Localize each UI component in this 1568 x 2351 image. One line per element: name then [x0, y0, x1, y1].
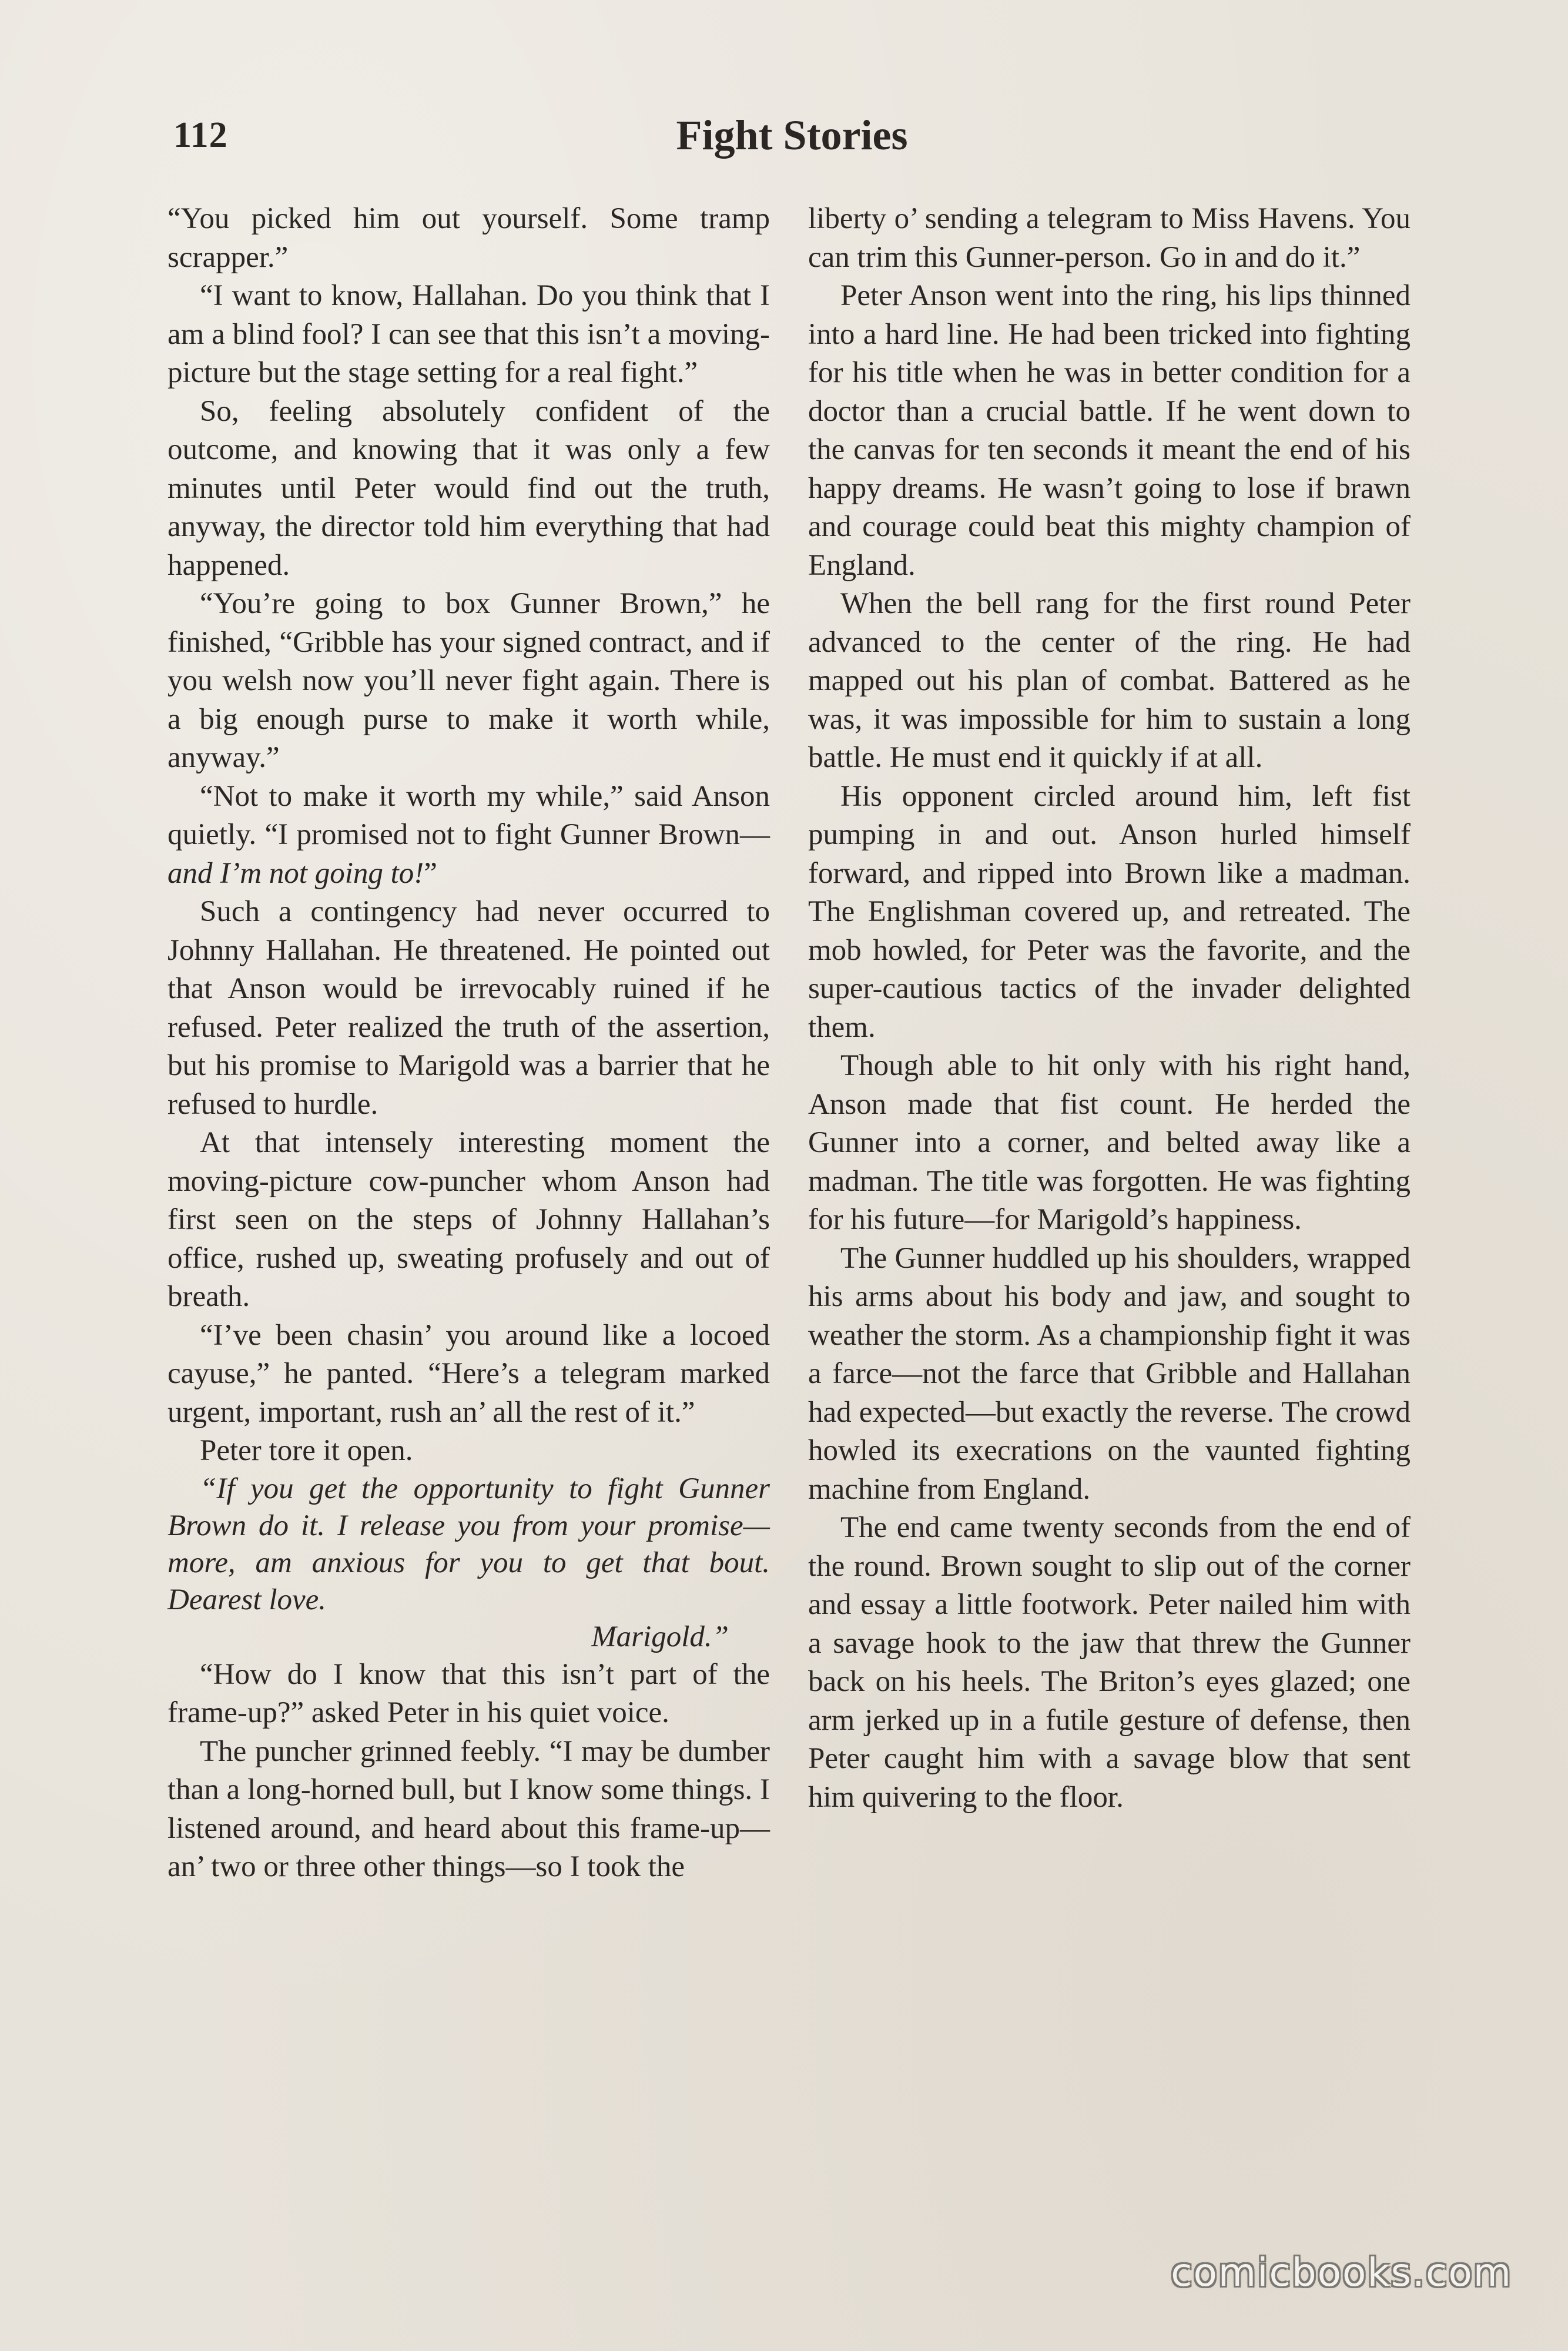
paragraph: “I’ve been chasin’ you around like a locoed cayuse,” he panted. “Here’s a telegram marked urgent, important, rush an’ all the rest of it.”: [167, 1318, 770, 1429]
closing-quote: ”: [424, 856, 437, 890]
paragraph: “I want to know, Hallahan. Do you think that I am a blind fool? I can see that this isn’t a moving-picture but the stage setting for a real fight.”: [167, 279, 770, 389]
paragraph: Though able to hit only with his right hand, Anson made that fist count. He herded the Gunner into a corner, and belted away like a madman. The title was forgotten. He was fighting for his future—for Marigold’s happiness.: [808, 1049, 1410, 1236]
paragraph: The puncher grinned feebly. “I may be dumber than a long-horned bull, but I know some things. I listened around, and heard about this frame-up—an’ two or three other things—so I took the: [167, 1734, 770, 1883]
site-watermark: comicbooks.com: [1171, 2250, 1512, 2295]
paragraph-text: “Not to make it worth my while,” said Anson quietly. “I promised not to fight Gunner Brown—: [167, 779, 770, 851]
paragraph: The Gunner huddled up his shoulders, wrapped his arms about his body and jaw, and sought to weather the storm. As a championship fight it was a farce—not the farce that Gribble and Hallahan had expected—but exactly the reverse. The crowd howled its execrations on the vaunted fighting machine from England.: [808, 1241, 1410, 1506]
paragraph: [167, 778, 770, 893]
telegram-message: [167, 1471, 770, 1656]
telegram-signature: Marigold.”: [591, 1620, 729, 1653]
page-number: 112: [173, 115, 228, 155]
paragraph: Peter Anson went into the ring, his lips thinned into a hard line. He had been tricked into fighting for his title when he was in better condition for a doctor than a crucial battle. If he went down to the canvas for ten seconds it meant the end of his happy dreams. He wasn’t going to lose if brawn and courage could beat this mighty champion of England.: [808, 279, 1410, 582]
telegram-body: “If you get the opportunity to fight Gunner Brown do it. I release you from your promise—more, am anxious for you to get that bout. Dearest love.: [167, 1472, 770, 1616]
paragraph: At that intensely interesting moment the moving-picture cow-puncher whom Anson had first seen on the steps of Johnny Hallahan’s office, rushed up, sweating profusely and out of breath.: [167, 1126, 770, 1313]
paragraph: His opponent circled around him, left fist pumping in and out. Anson hurled himself forward, and ripped into Brown like a madman. The Englishman covered up, and retreated. The mob howled, for Peter was the favorite, and the super-cautious tactics of the invader delighted them.: [808, 779, 1410, 1044]
paragraph: The end came twenty seconds from the end of the round. Brown sought to slip out of the corner and essay a little footwork. Peter nailed him with a savage hook to the jaw that threw the Gunner back on his heels. The Briton’s eyes glazed; one arm jerked up in a futile gesture of defense, then Peter caught him with a savage blow that sent him quivering to the floor.: [808, 1511, 1410, 1814]
paragraph: “How do I know that this isn’t part of the frame-up?” asked Peter in his quiet voice.: [167, 1657, 770, 1729]
paragraph: liberty o’ sending a telegram to Miss Havens. You can trim this Gunner-person. Go in and do it.”: [808, 202, 1410, 274]
emphasized-text: and I’m not going to!: [167, 856, 424, 890]
paragraph: When the bell rang for the first round Peter advanced to the center of the ring. He had mapped out his plan of combat. Battered as he was, it was impossible for him to sustain a long battle. He must end it quickly if at all.: [808, 587, 1410, 774]
paragraph: “You picked him out yourself. Some tramp scrapper.”: [167, 202, 770, 274]
running-title: Fight Stories: [676, 112, 908, 159]
paragraph: Such a contingency had never occurred to Johnny Hallahan. He threatened. He pointed out that Anson would be irrevocably ruined if he refused. Peter realized the truth of the assertion, but his promise to Marigold was a barrier that he refused to hurdle.: [167, 895, 770, 1121]
paragraph: Peter tore it open.: [200, 1434, 413, 1467]
paragraph: So, feeling absolutely confident of the outcome, and knowing that it was only a few minutes until Peter would find out the truth, anyway, the director told him everything that had happened.: [167, 394, 770, 582]
right-column: [808, 200, 1410, 1817]
page-header: [173, 112, 1410, 168]
left-column: [167, 200, 770, 1887]
paragraph: “You’re going to box Gunner Brown,” he finished, “Gribble has your signed contract, and if you welsh now you’ll never fight again. There is a big enough purse to make it worth while, anyway.”: [167, 587, 770, 774]
